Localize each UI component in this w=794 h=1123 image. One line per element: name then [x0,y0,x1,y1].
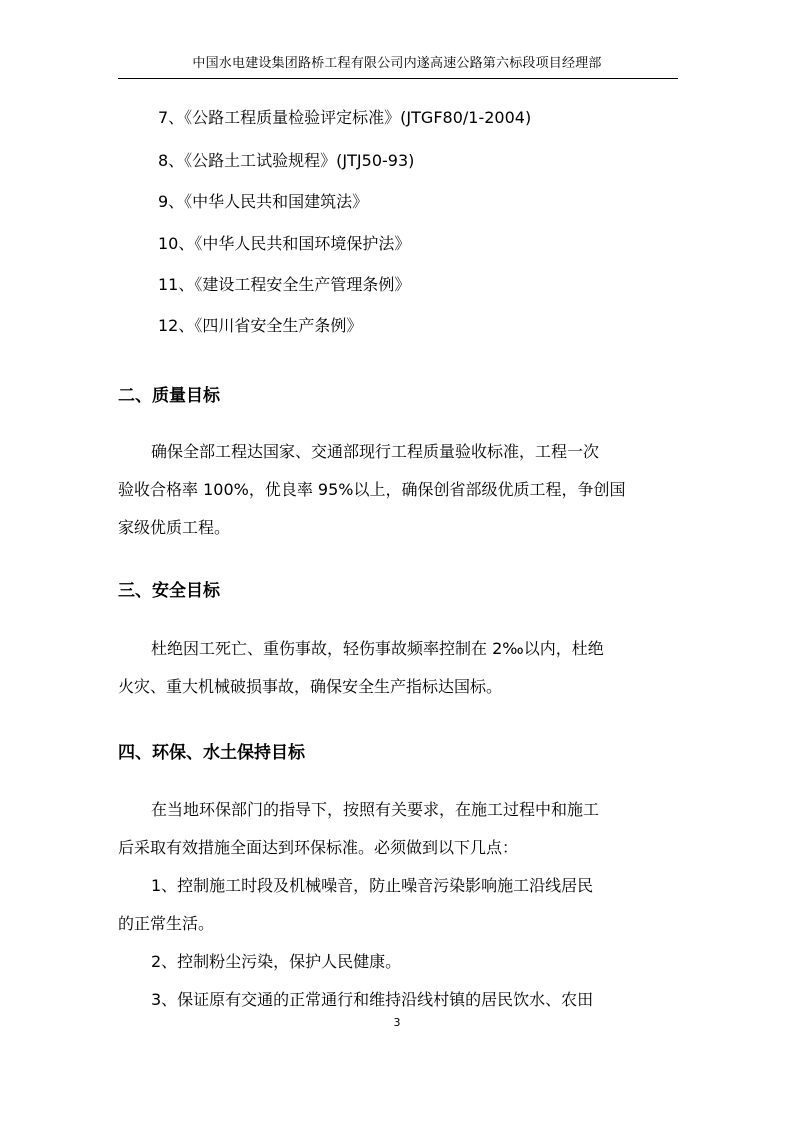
section-heading-safety: 三、安全目标 [118,581,220,601]
quality-paragraph [118,433,678,547]
paragraph-line: 验收合格率 100%，优良率 95%以上，确保创省部级优质工程，争创国 [118,480,626,499]
reference-item: 8、《公路土工试验规程》(JTJ50-93) [158,151,415,170]
list-item: 1、控制施工时段及机械噪音，防止噪音污染影响施工沿线居民 [151,876,594,895]
safety-paragraph [118,630,678,706]
header-rule [118,78,678,79]
reference-item: 9、《中华人民共和国建筑法》 [158,192,369,211]
environment-paragraph [118,791,678,1019]
list-item: 3、保证原有交通的正常通行和维持沿线村镇的居民饮水、农田 [151,990,594,1009]
reference-item: 7、《公路工程质量检验评定标准》(JTGF80/1-2004) [158,108,532,127]
section-heading-environment: 四、环保、水土保持目标 [118,743,305,763]
list-item: 2、控制粉尘污染，保护人民健康。 [151,952,402,971]
document-header: 中国水电建设集团路桥工程有限公司内遂高速公路第六标段项目经理部 [192,56,602,71]
reference-item: 11、《建设工程安全生产管理条例》 [158,275,411,294]
paragraph-line: 家级优质工程。 [118,518,231,537]
paragraph-line: 后采取有效措施全面达到环保标准。必须做到以下几点： [118,838,519,857]
reference-item: 12、《四川省安全生产条例》 [158,316,363,335]
paragraph-line: 在当地环保部门的指导下，按照有关要求，在施工过程中和施工 [151,800,600,819]
paragraph-line: 确保全部工程达国家、交通部现行工程质量验收标准，工程一次 [151,442,600,461]
paragraph-line: 的正常生活。 [118,914,215,933]
page-number: 3 [393,1016,401,1029]
paragraph-line: 火灾、重大机械破损事故，确保安全生产指标达国标。 [118,677,503,696]
paragraph-line: 杜绝因工死亡、重伤事故，轻伤事故频率控制在 2‰以内，杜绝 [151,639,604,658]
section-heading-quality: 二、质量目标 [118,386,220,406]
reference-item: 10、《中华人民共和国环境保护法》 [158,234,411,253]
